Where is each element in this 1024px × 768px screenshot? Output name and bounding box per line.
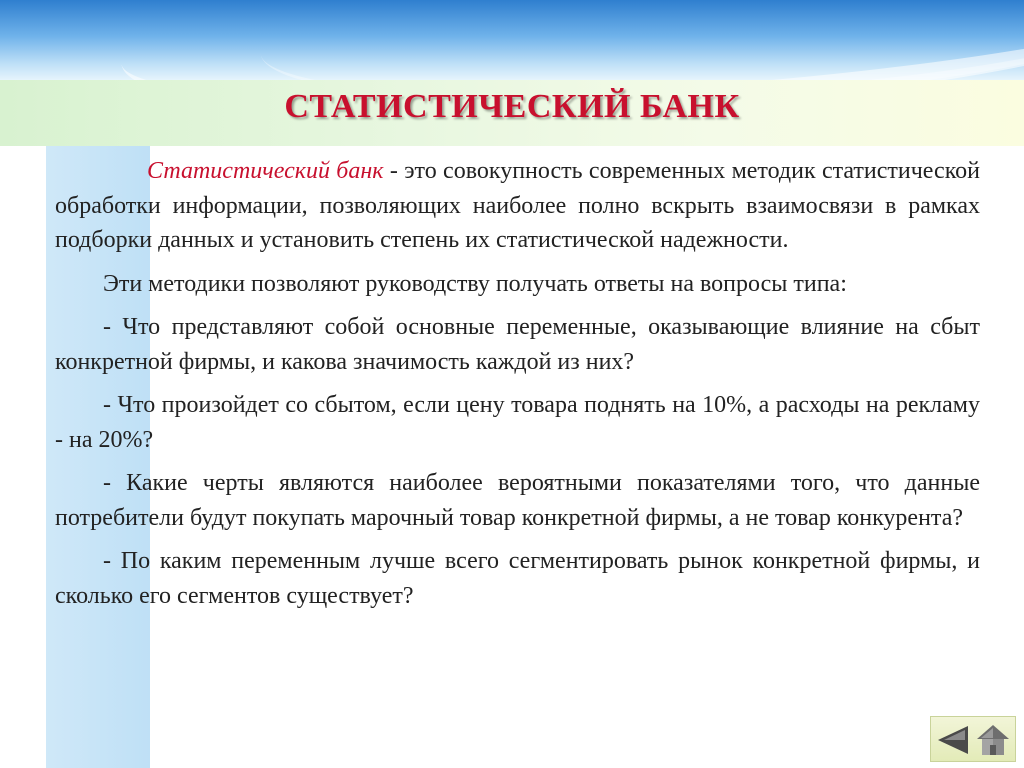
question-paragraph: - По каким переменным лучше всего сегментировать рынок конкретной фирмы, и сколько его сегментов существует? xyxy=(55,548,980,609)
header-banner xyxy=(0,0,1024,80)
slide-title: СТАТИСТИЧЕСКИЙ БАНК xyxy=(284,88,740,125)
definition-text: - это совокупность современных методик статистической обработки информации, позволяющих наиболее полно вскрыть взаимосвязи в рамках подборки данных и установить степень их статистической надежности. xyxy=(55,158,980,253)
left-margin xyxy=(0,80,46,768)
back-button[interactable] xyxy=(935,723,971,757)
home-button[interactable] xyxy=(975,723,1011,757)
navigation-panel xyxy=(930,716,1016,762)
definition-paragraph xyxy=(55,154,980,258)
back-arrow-icon xyxy=(935,723,971,757)
question-paragraph: - Что представляют собой основные переменные, оказывающие влияние на сбыт конкретной фирмы, и какова значимость каждой из них? xyxy=(55,314,980,375)
question-paragraph: - Какие черты являются наиболее вероятными показателями того, что данные потребители будут покупать марочный товар конкретной фирмы, а не товар конкурента? xyxy=(55,470,980,531)
body-paragraph: Эти методики позволяют руководству получать ответы на вопросы типа: xyxy=(103,270,847,297)
banner-swoosh-thin xyxy=(257,0,1024,80)
home-icon xyxy=(975,723,1011,757)
question-paragraph: - Что произойдет со сбытом, если цену товара поднять на 10%, а расходы на рекламу - на 20%? xyxy=(55,392,980,453)
slide-body xyxy=(55,154,980,622)
definition-term: Статистический банк xyxy=(147,158,384,184)
